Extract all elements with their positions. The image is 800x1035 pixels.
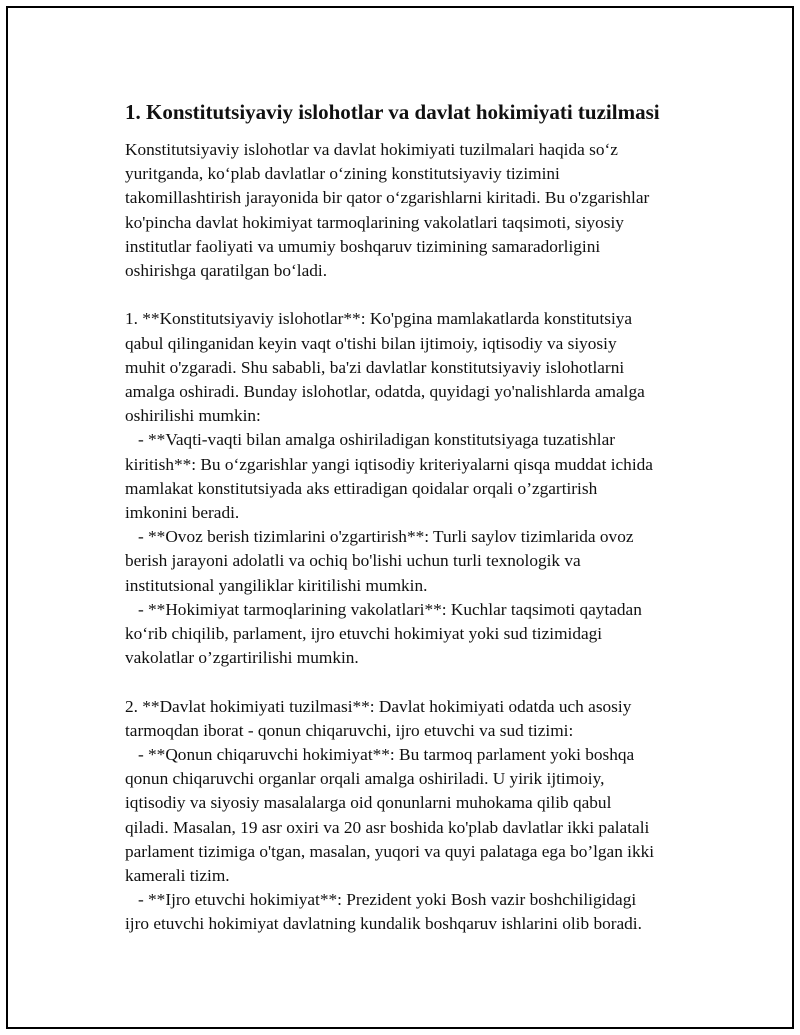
text-line: - **Ovoz berish tizimlarini o'zgartirish**: Turli saylov tizimlarida ovoz (125, 527, 634, 547)
text-line: ijro etuvchi hokimiyat davlatning kundalik boshqaruv ishlarini olib boradi. (125, 914, 642, 934)
text-line: muhit o'zgaradi. Shu sababli, ba'zi davlatlar konstitutsiyaviy islohotlarni (125, 357, 625, 377)
text-line: yuritganda, ko‘plab davlatlar o‘zining konstitutsiyaviy tizimini (125, 164, 560, 184)
text-line: tarmoqdan iborat - qonun chiqaruvchi, ijro etuvchi va sud tizimi: (125, 720, 574, 740)
document-body (125, 98, 705, 937)
paragraph-gap (125, 670, 705, 694)
section-2-paragraph (125, 695, 705, 937)
text-line: oshirilishi mumkin: (125, 406, 261, 426)
text-line: Konstitutsiyaviy islohotlar va davlat hokimiyati tuzilmalari haqida so‘z (125, 140, 618, 159)
text-line: mamlakat konstitutsiyada aks ettiradigan qoidalar orqali o’zgartirish (125, 478, 598, 498)
text-line: kiritish**: Bu o‘zgarishlar yangi iqtisodiy kriteriyalarni qisqa muddat ichida (125, 454, 653, 474)
page-title: 1. Konstitutsiyaviy islohotlar va davlat hokimiyati tuzilmasi (125, 100, 660, 124)
text-line: - **Vaqti-vaqti bilan amalga oshiriladigan konstitutsiyaga tuzatishlar (125, 430, 616, 450)
intro-paragraph (125, 138, 705, 283)
text-line: parlament tizimiga o'tgan, masalan, yuqori va quyi palataga ega bo’lgan ikki (125, 841, 655, 861)
text-line: 2. **Davlat hokimiyati tuzilmasi**: Davlat hokimiyati odatda uch asosiy (125, 696, 632, 716)
text-line: ko‘rib chiqilib, parlament, ijro etuvchi hokimiyat yoki sud tizimidagi (125, 624, 603, 644)
page-frame (6, 6, 794, 1029)
text-line: - **Hokimiyat tarmoqlarining vakolatlari**: Kuchlar taqsimoti qaytadan (125, 599, 642, 619)
text-line: iqtisodiy va siyosiy masalalarga oid qonunlarni muhokama qilib qabul (125, 793, 612, 813)
text-line: berish jarayoni adolatli va ochiq bo'lishi uchun turli texnologik va (125, 551, 581, 571)
text-line: institutlar faoliyati va umumiy boshqaruv tizimining samaradorligini (125, 236, 601, 256)
text-line: takomillashtirish jarayonida bir qator o‘zgarishlarni kiritadi. Bu o'zgarishlar (125, 188, 650, 208)
text-line: qonun chiqaruvchi organlar orqali amalga oshiriladi. U yirik ijtimoiy, (125, 769, 605, 789)
text-line: vakolatlar o’zgartirilishi mumkin. (125, 648, 359, 668)
text-line: kamerali tizim. (125, 866, 230, 886)
text-line: qabul qilinganidan keyin vaqt o'tishi bilan ijtimoiy, iqtisodiy va siyosiy (125, 333, 617, 353)
text-line: amalga oshiradi. Bunday islohotlar, odatda, quyidagi yo'nalishlarda amalga (125, 382, 645, 402)
text-line: - **Ijro etuvchi hokimiyat**: Prezident yoki Bosh vazir boshchiligidagi (125, 890, 637, 910)
text-line: qiladi. Masalan, 19 asr oxiri va 20 asr boshida ko'plab davlatlar ikki palatali (125, 817, 650, 837)
text-line: ko'pincha davlat hokimiyat tarmoqlarining vakolatlari taqsimoti, siyosiy (125, 212, 624, 232)
text-line: institutsional yangiliklar kiritilishi mumkin. (125, 575, 428, 595)
section-1-paragraph (125, 307, 705, 670)
text-line: oshirishga qaratilgan bo‘ladi. (125, 261, 328, 281)
text-line: - **Qonun chiqaruvchi hokimiyat**: Bu tarmoq parlament yoki boshqa (125, 745, 635, 765)
text-line: imkonini beradi. (125, 503, 240, 523)
paragraph-gap (125, 283, 705, 307)
text-line: 1. **Konstitutsiyaviy islohotlar**: Ko'pgina mamlakatlarda konstitutsiya (125, 309, 633, 329)
